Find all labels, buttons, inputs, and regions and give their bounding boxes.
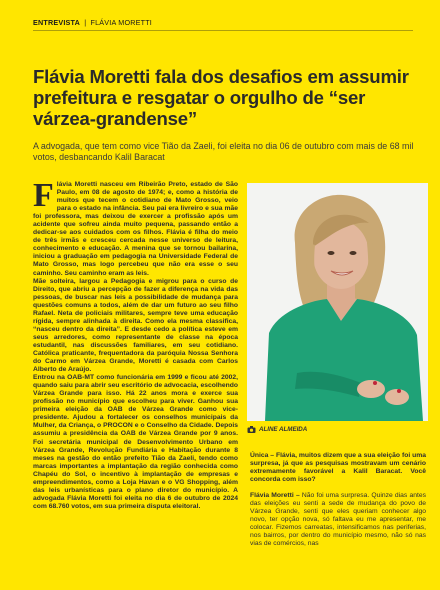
drop-cap: F	[33, 177, 54, 214]
interview-block	[250, 452, 426, 549]
section-label: ENTREVISTA	[33, 18, 80, 27]
answer-speaker: Flávia Moretti –	[250, 492, 300, 500]
portrait-photo	[247, 183, 428, 421]
photo-credit-text: ALINE ALMEIDA	[259, 426, 308, 433]
camera-icon	[247, 425, 256, 434]
body-paragraph-1	[33, 177, 238, 278]
photo-credit	[247, 425, 307, 434]
body-paragraph-1-text: lávia Moretti nasceu em Ribeirão Preto, estado de São Paulo, em 08 de agosto de 1974; e, como a história de muitos que tecem o cotidiano de Mato Grosso, veio para o estado na infância. Seu pai era livreiro e sua mãe foi professora, mas deixou de exercer a profissão após um acidente que sofreu ainda muito pequena, passando então a dedicar-se aos cuidados com os filhos. Flávia é filha do meio de três irmãs e cresceu cercada nesse universo de leitura, conhecimento e educação. A menina que se tornou bailarina, iniciou a graduação em pedagogia na Universidade Federal de Mato Grosso, mas logo percebeu que não era esse o seu caminho. Seu caminho eram as leis.	[33, 181, 238, 277]
body-paragraph-2: Mãe solteira, largou a Pedagogia e migrou para o curso de Direito, que abriu a percepção de fazer a diferença na vida das pessoas, de buscar nas leis a possibilidade de mudança para questões comuns a todos, além de dar um futuro ao seu filho Rafael. Neta de policiais militares, sempre teve uma educação rígida, sempre alinhada à direita. Como ela mesma classifica, “nasceu dentro da direita”. E desde cedo a política esteve em seus arredores, como representante de classe na época estudantil, nas discussões familiares, em seu cotidiano. Católica praticante, frequentadora da paróquia Nossa Senhora do Carmo em Várzea Grande, Moretti é casada com Carlos Alberto de Araújo.	[33, 277, 238, 374]
article-lede: A advogada, que tem como vice Tião da Zaeli, foi eleita no dia 06 de outubro com mais de 68 mil votos, desbancando Kalil Baracat	[33, 141, 414, 163]
header-rule	[33, 30, 413, 31]
article-headline: Flávia Moretti fala dos desafios em assumir prefeitura e resgatar o orgulho de “ser várzea-grandense”	[33, 66, 409, 129]
section-header	[33, 18, 152, 27]
interview-question: Única – Flávia, muitos dizem que a sua eleição foi uma surpresa, já que as pesquisas mostravam um cenário extremamente favorável a Kalil Baracat. Você concorda com isso?	[250, 452, 426, 484]
header-separator: |	[84, 18, 87, 27]
article-body	[33, 177, 238, 511]
interview-answer	[250, 492, 426, 548]
subject-label: FLÁVIA MORETTI	[90, 18, 152, 27]
answer-text: Não foi uma surpresa. Quinze dias antes das eleições eu senti a sede de mudança do povo de Várzea Grande, senti que eles queriam conhecer algo novo, ter opção nova, só faltava eu me apresentar, me colocar. Fizemos carreatas, intensificamos nas periferias, nos bairros, por dentro do município mesmo, não só nas vias de comércios, nas	[250, 492, 426, 548]
body-paragraph-3: Entrou na OAB-MT como funcionária em 1999 e ficou até 2002, quando saiu para abrir seu escritório de advocacia, escolhendo Várzea Grande para isso. Há 22 anos mora e exerce sua profissão no município que escolheu para viver. Ganhou sua primeira eleição da OAB de Várzea Grande como vice-presidente. Ajudou a fortalecer os conselhos municipais da Mulher, da Criança, o PROCON e o Conselho da Cidade. Depois assumiu a presidência da OAB de Várzea Grande por 9 anos. Foi secretária municipal de Desenvolvimento Urbano em Várzea Grande, Revolução Fundiária e Habitação durante 8 meses na gestão do então prefeito Tião da Zaeli, tendo como marcas importantes a implantação da região conhecida como Chapéu do Sol, o incentivo à implantação de empresas e empreendimentos, como a Loja Havan e o VG Shopping, além das leis urbanísticas para o plano diretor do município. A advogada Flávia Moretti foi eleita no dia 6 de outubro de 2024 com 68.760 votos, em sua primeira disputa eleitoral.	[33, 374, 238, 510]
